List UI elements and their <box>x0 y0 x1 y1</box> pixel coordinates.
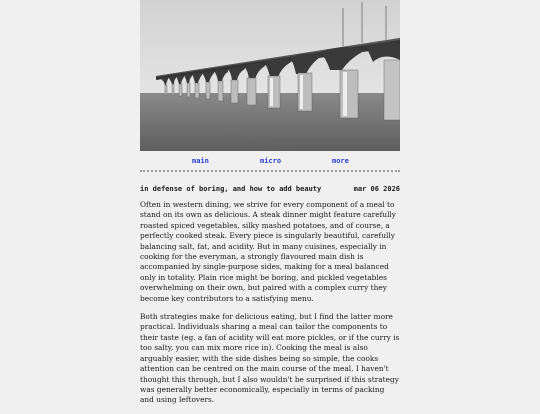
post-body <box>140 200 400 414</box>
post-title: in defense of boring, and how to add beauty <box>140 185 322 193</box>
nav-link-main[interactable]: main <box>192 157 209 165</box>
post-date: mar 06 2026 <box>353 185 400 193</box>
hero-image <box>140 0 400 151</box>
paragraph: Often in western dining, we strive for every component of a meal to stand on its own as delicious. A steak dinner might feature carefully roasted spiced vegetables, silky mashed potatoes, and of course, a perfectly cooked steak. Every piece is singularly beautiful, carefully balancing salt, fat, and acidity. But in many cuisines, especially in cooking for the everyman, a strongly flavoured main dish is accompanied by single-purpose sides, making for a meal balanced only in totality. Plain rice might be boring, and pickled vegetables overwhelming on their own, but paired with a complex curry they become key contributors to a satisfying menu. <box>140 200 396 303</box>
dotted-divider <box>140 170 400 172</box>
page-column <box>140 0 400 405</box>
nav-link-micro[interactable]: micro <box>260 157 282 165</box>
nav-link-more[interactable]: more <box>332 157 349 165</box>
paragraph: Both strategies make for delicious eating, but I find the latter more practical. Individuals sharing a meal can tailor the components to their taste (eg. a fan of acidity will eat more pickles, or if the curry is too salty, you can mix more rice in). Cooking the meal is also arguably easier, with the side dishes being so simple, the cooks attention can be centred on the main course of the meal. I haven't thought this through, but I also wouldn't be surprised if this strategy was generally better economically, especially in terms of packing and using leftovers. <box>140 312 400 405</box>
main-nav <box>140 157 400 171</box>
bridge-photo <box>140 0 400 151</box>
